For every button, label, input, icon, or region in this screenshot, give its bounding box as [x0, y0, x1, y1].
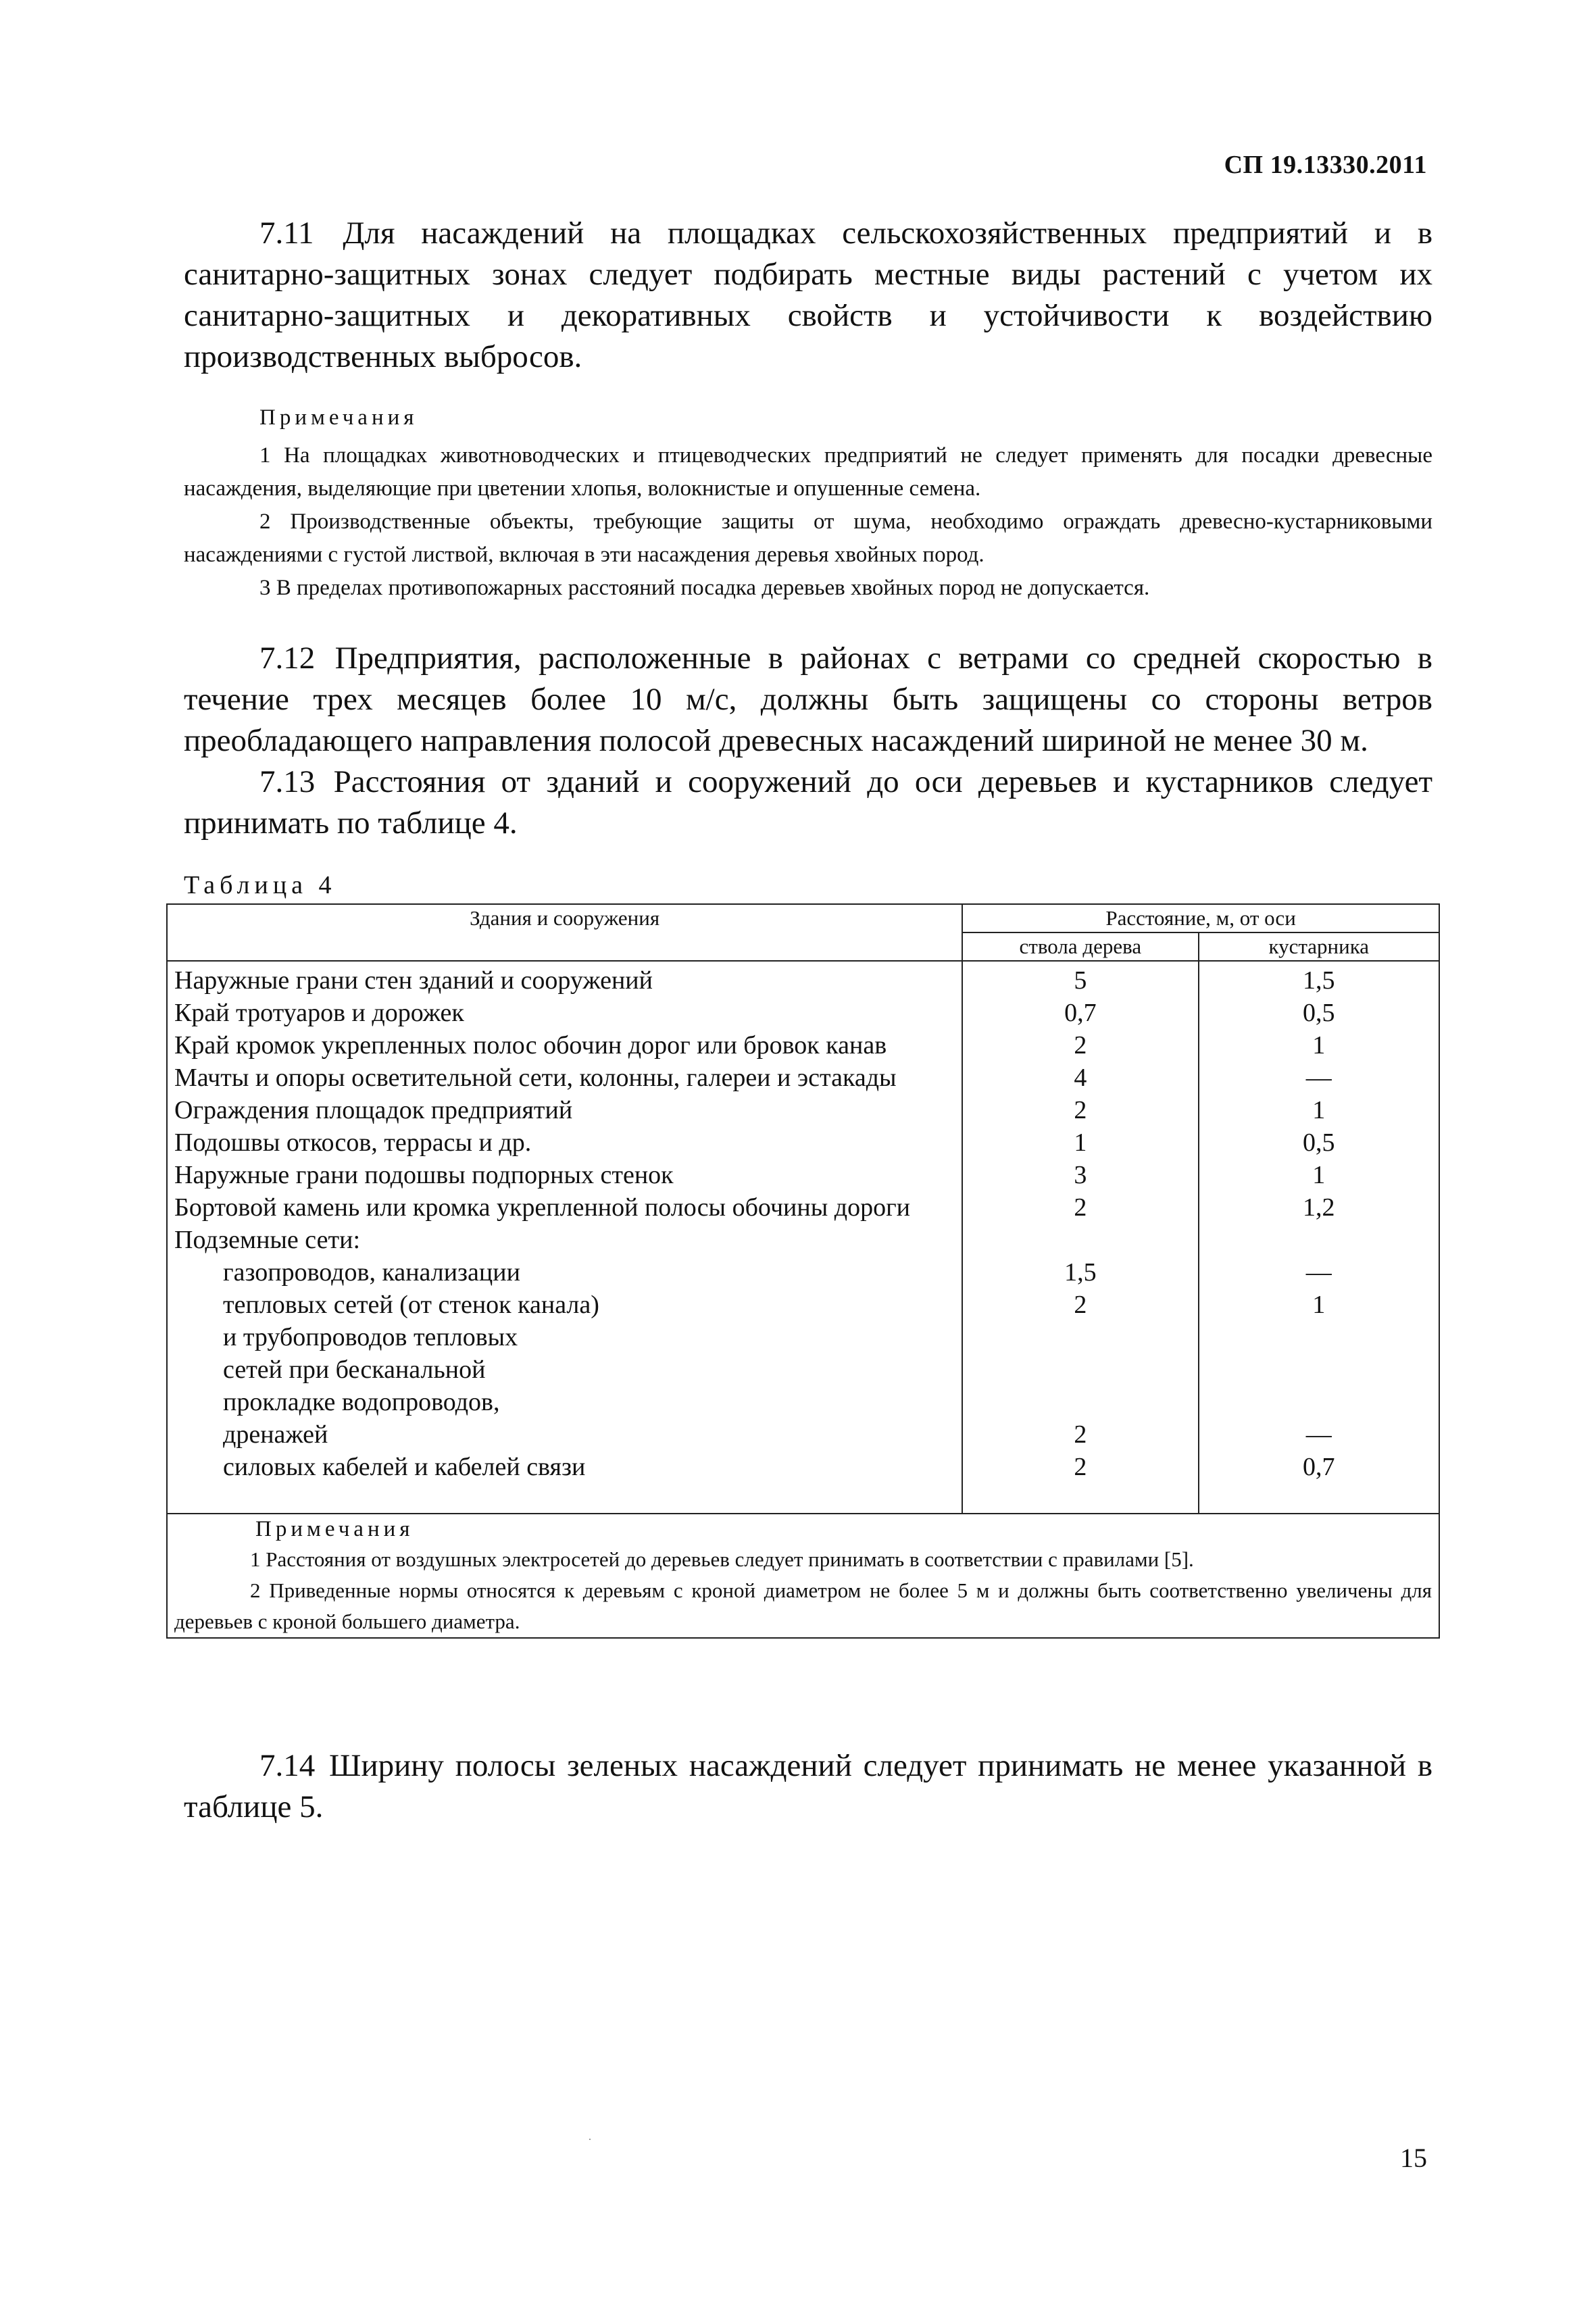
table-row: [167, 961, 1439, 997]
table-notes-row: [167, 1514, 1439, 1638]
table-row: [167, 1224, 1439, 1256]
row-tree-value: 1: [962, 1126, 1198, 1159]
table-row: [167, 1094, 1439, 1126]
row-name: силовых кабелей и кабелей связи: [167, 1451, 962, 1514]
table-note-2: 2 Приведенные нормы относятся к деревьям с кроной диаметром не более 5 м и должны быть соответственно увеличены для деревьев с кроной большего диаметра.: [174, 1578, 1432, 1633]
table-row: [167, 1191, 1439, 1224]
notes-title: Примечания: [259, 405, 418, 430]
row-tree-value: 2: [962, 1451, 1198, 1514]
row-tree-value: 0,7: [962, 997, 1198, 1029]
row-tree-value: [962, 1224, 1198, 1256]
table-caption: Таблица 4: [184, 871, 336, 899]
table-4: [166, 903, 1440, 1639]
row-name: и трубопроводов тепловых сетей при бесканальной прокладке водопроводов, дренажей: [167, 1321, 962, 1451]
row-shrub-value: —: [1305, 1420, 1332, 1449]
scan-artifact: [589, 2139, 591, 2140]
paragraph-7-14: [184, 1745, 1432, 1828]
row-shrub-value: 1: [1312, 1096, 1326, 1124]
row-shrub-value: —: [1305, 1258, 1332, 1287]
page-number: 15: [1400, 2143, 1427, 2173]
table-row: [167, 1029, 1439, 1062]
table-row: [167, 1159, 1439, 1191]
row-name: Подошвы откосов, террасы и др.: [167, 1126, 962, 1159]
row-tree-value: 1,5: [962, 1256, 1198, 1289]
row-name: тепловых сетей (от стенок канала): [167, 1289, 962, 1321]
table-note-1: 1 Расстояния от воздушных электросетей до деревьев следует принимать в соответствии с правилами [5].: [250, 1547, 1194, 1571]
header-tree-trunk: ствола дерева: [962, 932, 1198, 961]
paragraph-number: 7.11: [259, 216, 314, 251]
paragraph-7-11: [184, 213, 1432, 378]
table-row: [167, 997, 1439, 1029]
paragraph-text: Ширину полосы зеленых насаждений следует принимать не менее указанной в таблице 5.: [184, 1748, 1433, 1824]
header-distance: Расстояние, м, от оси: [962, 904, 1439, 932]
row-name: Край тротуаров и дорожек: [167, 997, 962, 1029]
note-3: 3 В пределах противопожарных расстояний посадка деревьев хвойных пород не допускается.: [259, 576, 1150, 600]
row-name: Наружные грани подошвы подпорных стенок: [167, 1159, 962, 1191]
row-tree-value: 3: [962, 1159, 1198, 1191]
row-shrub-value: 1,2: [1303, 1193, 1335, 1222]
document-code: СП 19.13330.2011: [1224, 151, 1427, 179]
row-tree-value: 5: [962, 961, 1198, 997]
note-2: 2 Производственные объекты, требующие защиты от шума, необходимо ограждать древесно-кустарниковыми насаждениями с густой листвой, включая в эти насаждения деревья хвойных пород.: [184, 509, 1432, 567]
header-shrub: кустарника: [1199, 932, 1439, 961]
paragraph-number: 7.12: [259, 641, 316, 676]
row-name: Подземные сети:: [167, 1224, 962, 1256]
row-shrub-value: 1: [1312, 1031, 1326, 1060]
paragraph-text: Предприятия, расположенные в районах с ветрами со средней скоростью в течение трех месяцев более 10 м/с, должны быть защищены со стороны ветров преобладающего направления полосой древесных насаждений шириной не менее 30 м.: [184, 641, 1432, 758]
table-row: [167, 1321, 1439, 1451]
table-row: [167, 1451, 1439, 1514]
paragraph-text: Для насаждений на площадках сельскохозяйственных предприятий и в санитарно-защитных зонах следует подбирать местные виды растений с учетом их санитарно-защитных и декоративных свойств и устойчивости к воздействию производственных выбросов.: [184, 216, 1433, 374]
row-shrub-value: —: [1305, 1064, 1332, 1092]
row-shrub-value: 1: [1312, 1291, 1326, 1319]
row-name: Наружные грани стен зданий и сооружений: [167, 961, 962, 997]
row-shrub-value: [1199, 1224, 1439, 1256]
table-row: [167, 1126, 1439, 1159]
row-tree-value: 4: [962, 1062, 1198, 1094]
paragraph-7-13: [184, 762, 1432, 844]
header-buildings: Здания и сооружения: [167, 904, 962, 961]
row-tree-value: 2: [962, 1321, 1198, 1451]
row-shrub-value: 0,7: [1303, 1453, 1335, 1481]
paragraph-number: 7.14: [259, 1748, 316, 1783]
table-row: [167, 1256, 1439, 1289]
row-name: Мачты и опоры осветительной сети, колонны, галереи и эстакады: [167, 1062, 962, 1094]
row-tree-value: 2: [962, 1094, 1198, 1126]
row-tree-value: 2: [962, 1029, 1198, 1062]
paragraph-7-12: [184, 638, 1432, 762]
row-name: Ограждения площадок предприятий: [167, 1094, 962, 1126]
paragraph-number: 7.13: [259, 764, 316, 799]
row-shrub-value: 0,5: [1303, 999, 1335, 1027]
paragraph-text: Расстояния от зданий и сооружений до оси деревьев и кустарников следует принимать по таблице 4.: [184, 764, 1432, 841]
table-row: [167, 1289, 1439, 1321]
table-row: [167, 1062, 1439, 1094]
table-notes-title: Примечания: [255, 1517, 414, 1541]
row-tree-value: 2: [962, 1191, 1198, 1224]
row-name: Бортовой камень или кромка укрепленной полосы обочины дороги: [167, 1191, 962, 1224]
row-name: газопроводов, канализации: [167, 1256, 962, 1289]
row-shrub-value: 1: [1312, 1161, 1326, 1189]
row-name: Край кромок укрепленных полос обочин дорог или бровок канав: [167, 1029, 962, 1062]
note-1: 1 На площадках животноводческих и птицеводческих предприятий не следует применять для посадки древесные насаждения, выделяющие при цветении хлопья, волокнистые и опушенные семена.: [184, 443, 1432, 501]
row-shrub-value: 1,5: [1303, 966, 1335, 995]
row-tree-value: 2: [962, 1289, 1198, 1321]
table-header-row: [167, 904, 1439, 932]
table-notes: [167, 1514, 1439, 1638]
row-shrub-value: 0,5: [1303, 1128, 1335, 1157]
